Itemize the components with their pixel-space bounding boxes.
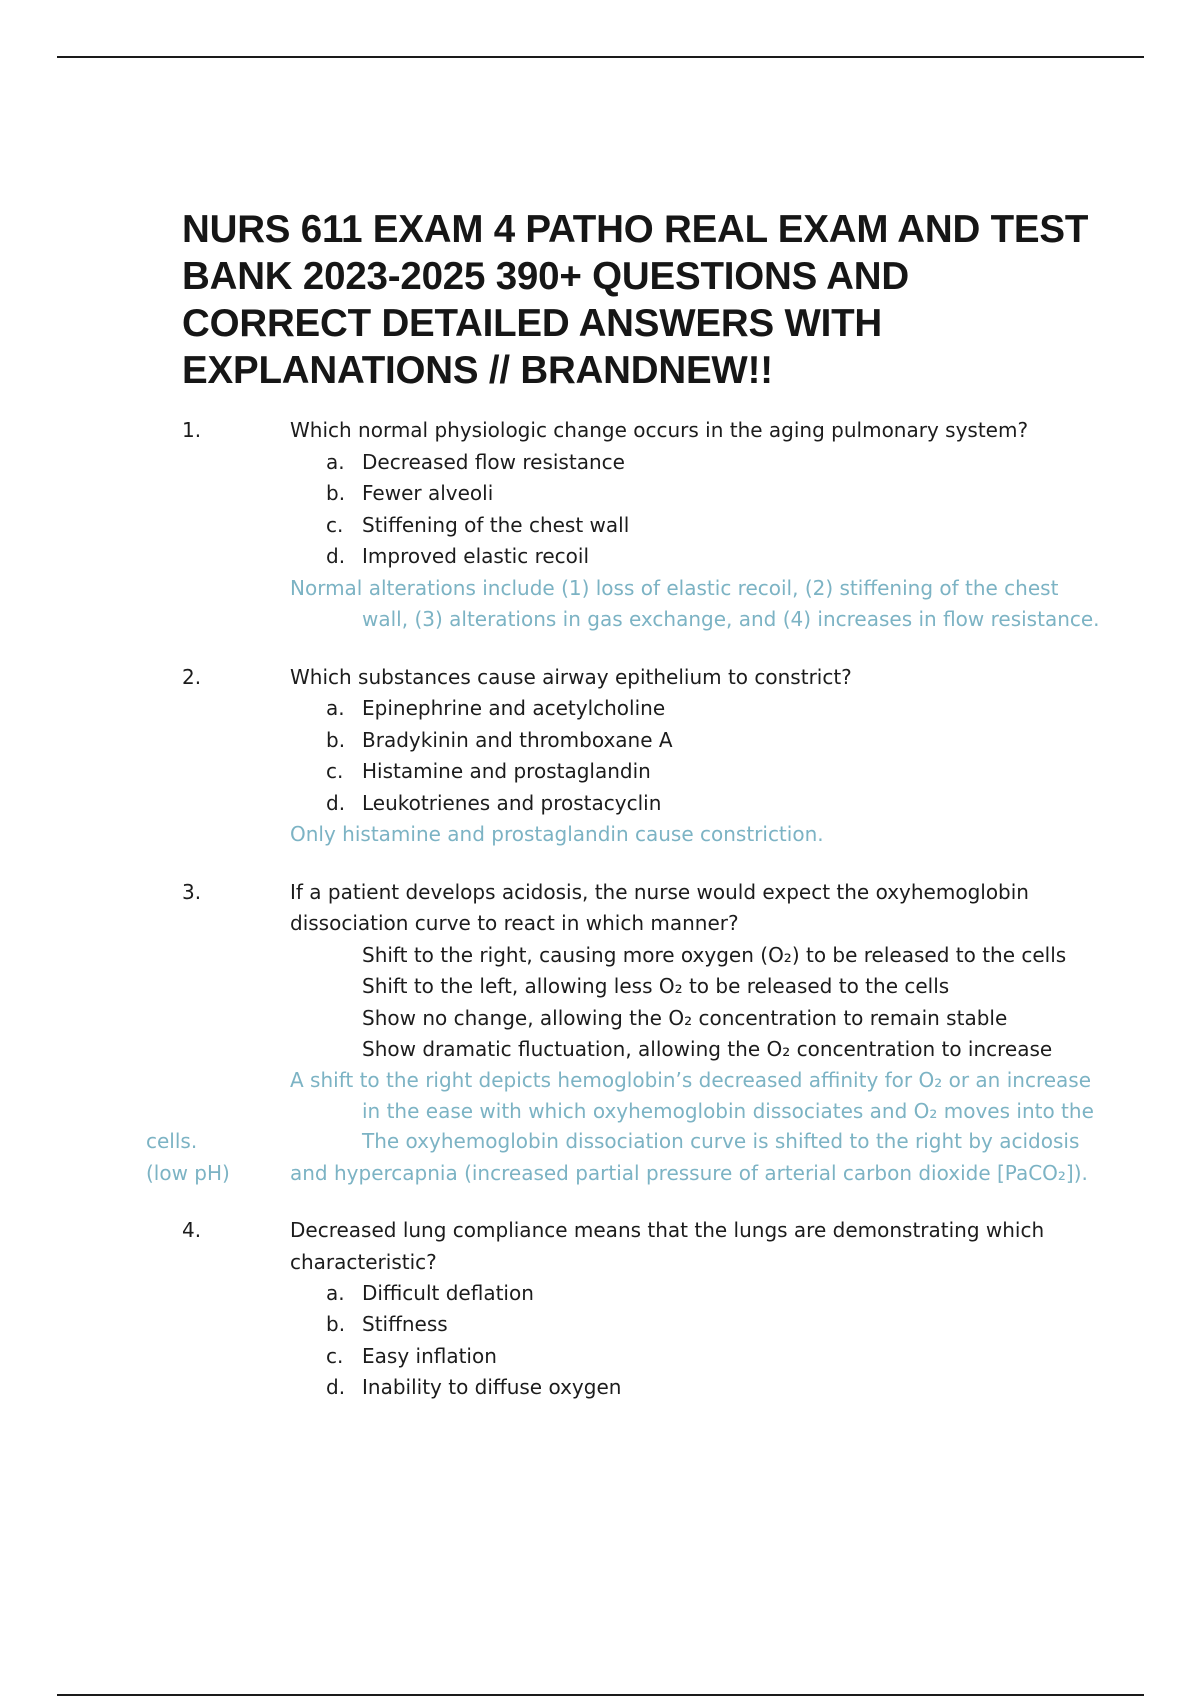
question-stem: Decreased lung compliance means that the lungs are demonstrating which xyxy=(290,1218,1045,1242)
option-text: Easy inflation xyxy=(362,1344,497,1368)
option-letter: a. xyxy=(326,696,345,720)
option-text: Difficult deflation xyxy=(362,1281,534,1305)
option-text: Decreased flow resistance xyxy=(362,450,625,474)
option-letter: a. xyxy=(326,450,345,474)
question-stem: Which normal physiologic change occurs in the aging pulmonary system? xyxy=(290,418,1029,442)
option-letter: d. xyxy=(326,1375,346,1399)
question-number: 1. xyxy=(182,418,202,442)
answer-explanation: Normal alterations include (1) loss of elastic recoil, (2) stiffening of the chest xyxy=(290,576,1059,600)
option-text: Inability to diffuse oxygen xyxy=(362,1375,622,1399)
option-text: Bradykinin and thromboxane A xyxy=(362,728,673,752)
option-letter: c. xyxy=(326,759,344,783)
answer-explanation: The oxyhemoglobin dissociation curve is shifted to the right by acidosis xyxy=(362,1129,1080,1153)
option-letter: b. xyxy=(326,728,346,752)
bottom-rule xyxy=(57,1694,1144,1696)
question-stem: If a patient develops acidosis, the nurse would expect the oxyhemoglobin xyxy=(290,880,1029,904)
answer-explanation: and hypercapnia (increased partial pressure of arterial carbon dioxide [PaCO₂]). xyxy=(290,1161,1088,1185)
question-number: 4. xyxy=(182,1218,202,1242)
side-note: (low pH) xyxy=(146,1161,230,1185)
option-letter: d. xyxy=(326,544,346,568)
question-number: 2. xyxy=(182,665,202,689)
option-text: Improved elastic recoil xyxy=(362,544,590,568)
option-letter: c. xyxy=(326,513,344,537)
option-text: Stiffening of the chest wall xyxy=(362,513,630,537)
answer-explanation: in the ease with which oxyhemoglobin dissociates and O₂ moves into the xyxy=(362,1099,1094,1123)
question-stem: Which substances cause airway epithelium to constrict? xyxy=(290,665,852,689)
option-text: Fewer alveoli xyxy=(362,481,494,505)
question-stem: characteristic? xyxy=(290,1250,437,1274)
option-text: Leukotrienes and prostacyclin xyxy=(362,791,662,815)
option-text: Stiffness xyxy=(362,1312,448,1336)
option-text: Shift to the right, causing more oxygen (O₂) to be released to the cells xyxy=(362,943,1067,967)
answer-explanation: A shift to the right depicts hemoglobin’s decreased affinity for O₂ or an increase xyxy=(290,1068,1092,1092)
option-text: Histamine and prostaglandin xyxy=(362,759,651,783)
option-letter: b. xyxy=(326,481,346,505)
answer-explanation: Only histamine and prostaglandin cause constriction. xyxy=(290,822,824,846)
option-letter: a. xyxy=(326,1281,345,1305)
option-letter: c. xyxy=(326,1344,344,1368)
question-number: 3. xyxy=(182,880,202,904)
answer-explanation: wall, (3) alterations in gas exchange, and (4) increases in flow resistance. xyxy=(362,607,1100,631)
option-text: Epinephrine and acetylcholine xyxy=(362,696,666,720)
option-letter: d. xyxy=(326,791,346,815)
option-text: Shift to the left, allowing less O₂ to be released to the cells xyxy=(362,974,950,998)
document-title: NURS 611 EXAM 4 PATHO REAL EXAM AND TEST BANK 2023-2025 390+ QUESTIONS AND CORRECT DETAILED ANSWERS WITH EXPLANATIONS // BRANDNEW!! xyxy=(182,208,1089,392)
option-text: Show dramatic fluctuation, allowing the O₂ concentration to increase xyxy=(362,1037,1053,1061)
top-rule xyxy=(57,56,1144,58)
option-letter: b. xyxy=(326,1312,346,1336)
question-stem: dissociation curve to react in which manner? xyxy=(290,911,739,935)
option-text: Show no change, allowing the O₂ concentration to remain stable xyxy=(362,1006,1008,1030)
side-note: cells. xyxy=(146,1129,198,1153)
